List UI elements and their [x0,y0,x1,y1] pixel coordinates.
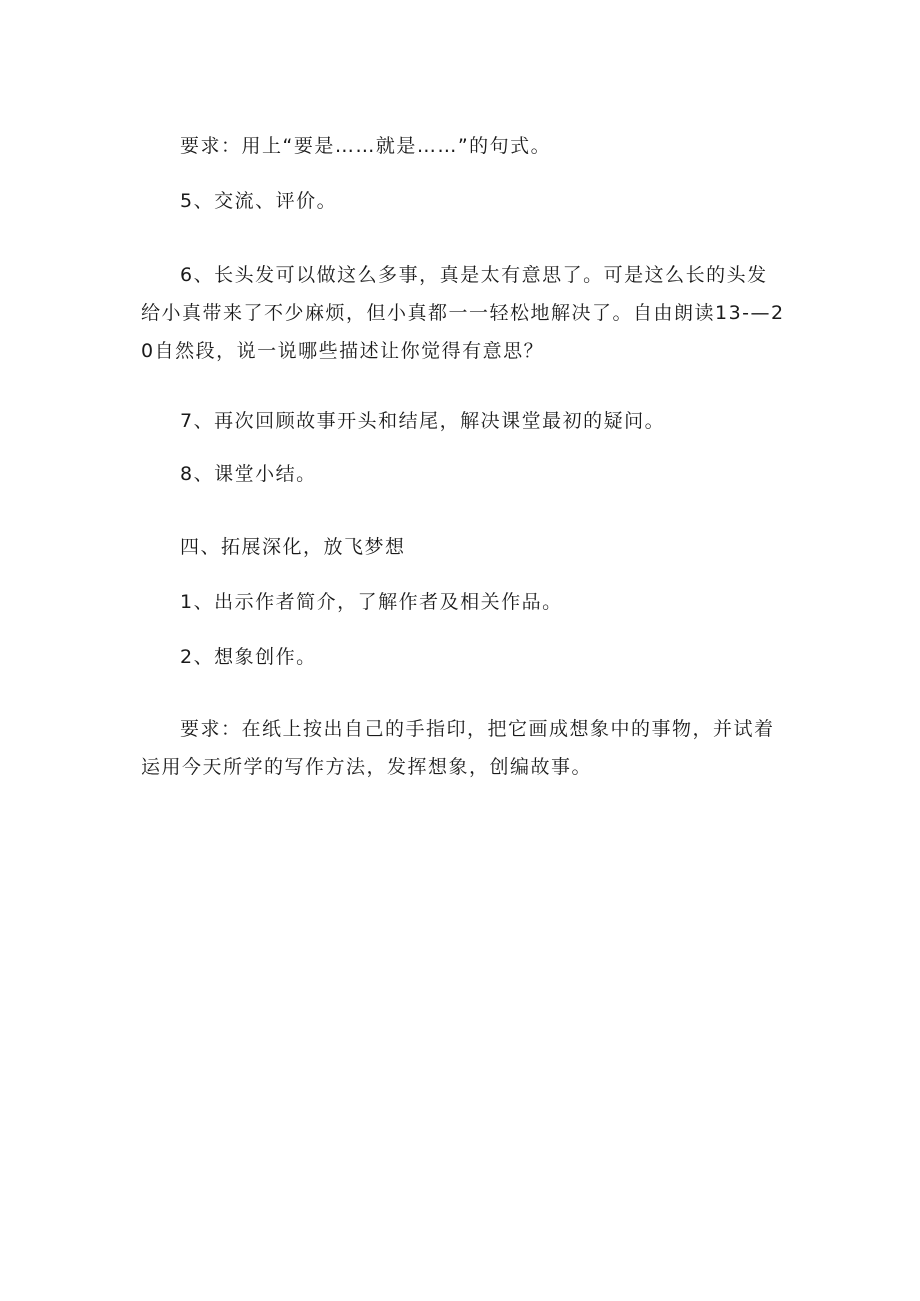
step-8-summary: 8、课堂小结。 [180,463,317,485]
requirement-creative-writing: 要求：在纸上按出自己的手指印，把它画成想象中的事物，并试着运用今天所学的写作方法，发挥想象，创编故事。 [141,718,775,778]
step-5-exchange-evaluate: 5、交流、评价。 [180,190,338,212]
step-6-free-reading: 6、长头发可以做这么多事，真是太有意思了。可是这么长的头发给小真带来了不少麻烦，但小真都一一轻松地解决了。自由朗读13-—20自然段，说一说哪些描述让你觉得有意思？ [141,264,785,362]
section-4-step-2: 2、想象创作。 [180,646,317,668]
requirement-sentence-pattern: 要求：用上“要是……就是……”的句式。 [180,135,552,157]
step-7-review-story: 7、再次回顾故事开头和结尾，解决课堂最初的疑问。 [180,410,666,432]
section-4-heading: 四、拓展深化，放飞梦想 [180,536,406,558]
section-4-step-1: 1、出示作者简介，了解作者及相关作品。 [180,591,563,613]
